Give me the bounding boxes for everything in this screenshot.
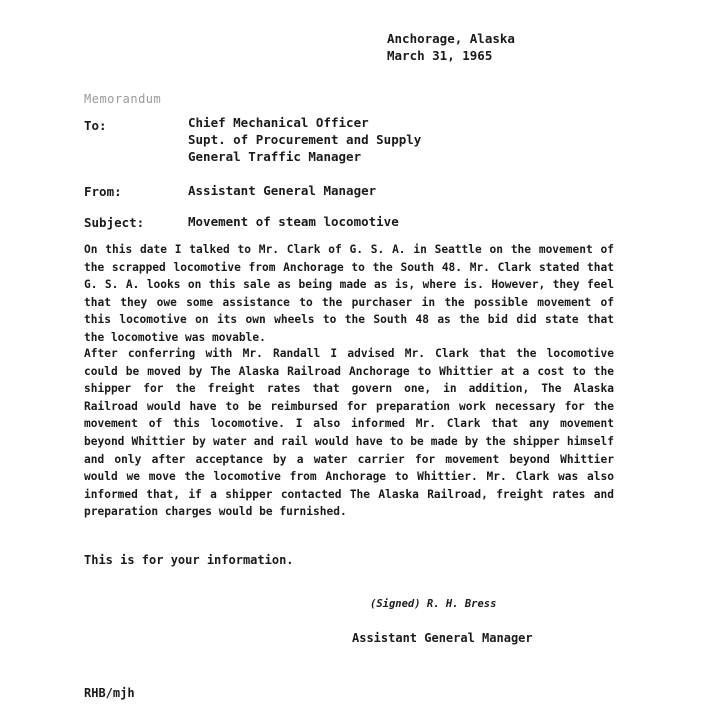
signer-title: Assistant General Manager (352, 631, 533, 645)
closing-line: This is for your information. (84, 553, 294, 567)
reference-initials: RHB/mjh (84, 686, 135, 700)
subject-label: Subject: (84, 215, 145, 230)
recipient-1: Chief Mechanical Officer (188, 115, 369, 130)
from-label: From: (84, 184, 122, 199)
signed-name: (Signed) R. H. Bress (370, 598, 497, 610)
dateline-place: Anchorage, Alaska (387, 31, 515, 46)
body-paragraph-2: After conferring with Mr. Randall I advised Mr. Clark that the locomotive could be moved by The Alaska Railroad Anchorage to Whittier at a cost to the shipper for the freight rates that govern one, in addition, The Alaska Railroad would have to be reimbursed for preparation work necessary for the movement of this locomotive. I also informed Mr. Clark that any movement beyond Whittier by water and rail would have to be made by the shipper himself and only after acceptance by a water carrier for movement beyond Whittier would we move the locomotive from Anchorage to Whittier. Mr. Clark was also informed that, if a shipper contacted The Alaska Railroad, freight rates and preparation charges would be furnished. (84, 347, 614, 519)
recipient-2: Supt. of Procurement and Supply (188, 132, 422, 147)
memo-label: Memorandum (84, 92, 162, 106)
body-paragraph-1: On this date I talked to Mr. Clark of G. S. A. in Seattle on the movement of the scrapped locomotive from Anchorage to the South 48. Mr. Clark stated that G. S. A. looks on this sale as being made as is, where is. However, they feel that they owe some assistance to the purchaser in the possible movement of this locomotive on its own wheels to the South 48 as the bid did state that the locomotive was movable. (84, 243, 614, 344)
from-value: Assistant General Manager (188, 183, 377, 198)
recipient-3: General Traffic Manager (188, 149, 362, 164)
subject-value: Movement of steam locomotive (188, 214, 399, 229)
to-recipients (188, 114, 421, 165)
dateline (387, 30, 515, 64)
to-label: To: (84, 118, 107, 133)
dateline-date: March 31, 1965 (387, 48, 493, 63)
